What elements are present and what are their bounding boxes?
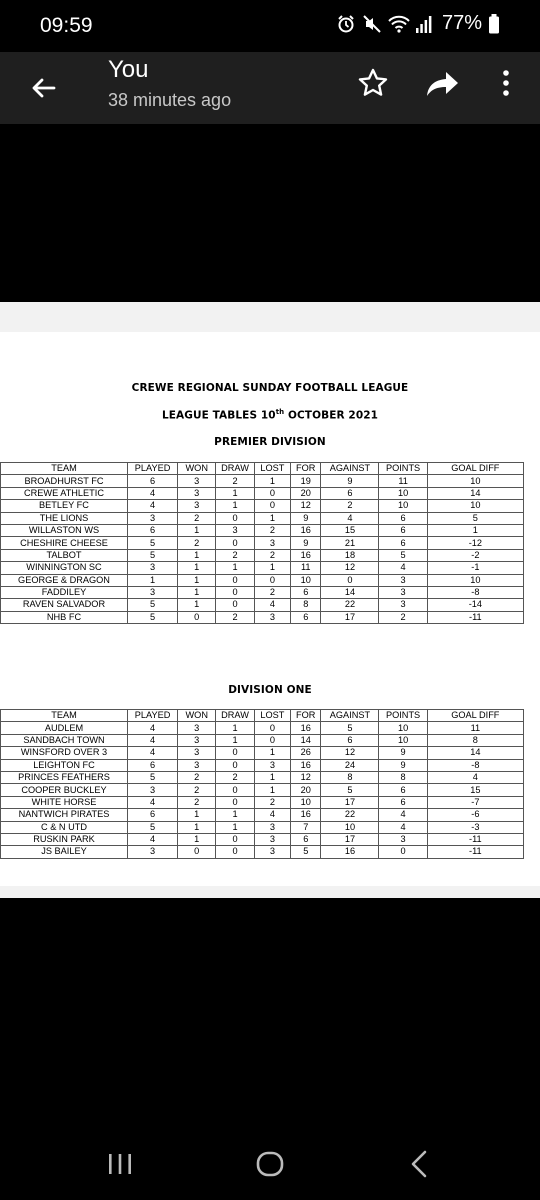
stat-cell: 8 [379, 771, 427, 783]
team-name-cell: WINNINGTON SC [1, 562, 128, 574]
mute-icon [362, 14, 382, 34]
table-row [1, 537, 524, 549]
stat-cell: 1 [178, 562, 216, 574]
stat-cell: 5 [427, 512, 523, 524]
col-header: POINTS [379, 463, 427, 475]
stat-cell: -14 [427, 599, 523, 611]
stat-cell: 17 [321, 611, 379, 623]
stat-cell: -8 [427, 759, 523, 771]
stat-cell: 3 [127, 562, 177, 574]
league-title: CREWE REGIONAL SUNDAY FOOTBALL LEAGUE [131, 382, 409, 394]
stat-cell: 5 [379, 549, 427, 561]
battery-percent: 77% [441, 12, 482, 34]
stat-cell: 16 [291, 549, 321, 561]
stat-cell: 4 [127, 796, 177, 808]
stat-cell: 1 [254, 771, 290, 783]
stat-cell: 3 [127, 586, 177, 598]
recent-apps-button[interactable] [100, 1144, 140, 1184]
stat-cell: -7 [427, 796, 523, 808]
stat-cell: 22 [321, 809, 379, 821]
stat-cell: 5 [321, 722, 379, 734]
team-name-cell: CREWE ATHLETIC [1, 487, 128, 499]
stat-cell: 2 [254, 586, 290, 598]
stat-cell: 2 [254, 796, 290, 808]
team-name-cell: CHESHIRE CHEESE [1, 537, 128, 549]
stat-cell: 20 [291, 784, 321, 796]
table-row [1, 722, 524, 734]
stat-cell: 6 [127, 759, 177, 771]
share-arrow-icon [424, 66, 462, 100]
col-header: FOR [291, 710, 321, 722]
team-name-cell: BROADHURST FC [1, 475, 128, 487]
col-header: GOAL DIFF [427, 710, 523, 722]
stat-cell: 5 [127, 599, 177, 611]
stat-cell: 14 [427, 487, 523, 499]
col-header: AGAINST [321, 463, 379, 475]
table-row [1, 759, 524, 771]
signal-icon [416, 15, 432, 33]
stat-cell: 6 [291, 611, 321, 623]
team-name-cell: TALBOT [1, 549, 128, 561]
stat-cell: 6 [379, 796, 427, 808]
stat-cell: 1 [254, 512, 290, 524]
stat-cell: 1 [178, 599, 216, 611]
stat-cell: 0 [254, 734, 290, 746]
stat-cell: 2 [178, 771, 216, 783]
stat-cell: 4 [254, 809, 290, 821]
stat-cell: 22 [321, 599, 379, 611]
stat-cell: 6 [127, 475, 177, 487]
stat-cell: 16 [291, 759, 321, 771]
stat-cell: 6 [127, 809, 177, 821]
stat-cell: 3 [254, 759, 290, 771]
stat-cell: 0 [178, 846, 216, 858]
col-header: POINTS [379, 710, 427, 722]
stat-cell: 4 [379, 562, 427, 574]
more-options-button[interactable] [496, 66, 516, 100]
stat-cell: 1 [216, 734, 254, 746]
alarm-icon [336, 14, 356, 34]
stat-cell: 1 [216, 487, 254, 499]
stat-cell: 1 [216, 809, 254, 821]
stat-cell: 10 [379, 487, 427, 499]
division-one-heading: DIVISION ONE [228, 684, 312, 696]
team-name-cell: COOPER BUCKLEY [1, 784, 128, 796]
star-outline-icon [356, 66, 390, 100]
stat-cell: 4 [427, 771, 523, 783]
star-button[interactable] [356, 66, 390, 100]
team-name-cell: BETLEY FC [1, 500, 128, 512]
stat-cell: 5 [291, 846, 321, 858]
image-bottom-margin [0, 886, 540, 898]
col-header: TEAM [1, 710, 128, 722]
stat-cell: 3 [379, 599, 427, 611]
stat-cell: 16 [291, 722, 321, 734]
stat-cell: 6 [379, 784, 427, 796]
stat-cell: 3 [379, 586, 427, 598]
stat-cell: 3 [178, 487, 216, 499]
stat-cell: 6 [291, 833, 321, 845]
col-header: LOST [254, 710, 290, 722]
col-header: GOAL DIFF [427, 463, 523, 475]
team-name-cell: SANDBACH TOWN [1, 734, 128, 746]
col-header: WON [178, 710, 216, 722]
stat-cell: 20 [291, 487, 321, 499]
stat-cell: 3 [127, 846, 177, 858]
status-time: 09:59 [40, 14, 93, 37]
premier-division-table [0, 462, 524, 624]
stat-cell: 4 [127, 747, 177, 759]
stat-cell: 8 [427, 734, 523, 746]
subtitle-prefix: LEAGUE TABLES 10 [161, 409, 276, 422]
stat-cell: 5 [127, 821, 177, 833]
stat-cell: 2 [254, 549, 290, 561]
team-name-cell: WINSFORD OVER 3 [1, 747, 128, 759]
table-row [1, 562, 524, 574]
table-row [1, 734, 524, 746]
team-name-cell: C & N UTD [1, 821, 128, 833]
stat-cell: 1 [254, 784, 290, 796]
stat-cell: 9 [379, 747, 427, 759]
team-name-cell: PRINCES FEATHERS [1, 771, 128, 783]
stat-cell: 0 [254, 500, 290, 512]
stat-cell: 3 [379, 574, 427, 586]
stat-cell: 3 [178, 734, 216, 746]
stat-cell: 10 [321, 821, 379, 833]
stat-cell: 11 [379, 475, 427, 487]
stat-cell: 4 [127, 500, 177, 512]
stat-cell: 3 [254, 833, 290, 845]
battery-icon [488, 14, 500, 34]
stat-cell: 10 [379, 500, 427, 512]
share-button[interactable] [424, 66, 462, 100]
stat-cell: 4 [379, 821, 427, 833]
stat-cell: 1 [178, 821, 216, 833]
table-row [1, 500, 524, 512]
arrow-left-icon [24, 68, 64, 108]
stat-cell: 0 [216, 759, 254, 771]
stat-cell: 6 [291, 586, 321, 598]
stat-cell: 2 [178, 537, 216, 549]
stat-cell: 4 [254, 599, 290, 611]
stat-cell: -2 [427, 549, 523, 561]
stat-cell: 4 [127, 487, 177, 499]
stat-cell: 19 [291, 475, 321, 487]
stat-cell: 3 [178, 722, 216, 734]
stat-cell: 14 [427, 747, 523, 759]
table-row [1, 487, 524, 499]
stat-cell: 1 [427, 524, 523, 536]
stat-cell: 2 [216, 771, 254, 783]
team-name-cell: FADDILEY [1, 586, 128, 598]
stat-cell: 6 [379, 512, 427, 524]
stat-cell: 8 [321, 771, 379, 783]
team-name-cell: RUSKIN PARK [1, 833, 128, 845]
table-header-row [1, 463, 524, 475]
stat-cell: 8 [291, 599, 321, 611]
stat-cell: 1 [216, 722, 254, 734]
stat-cell: 11 [427, 722, 523, 734]
stat-cell: -8 [427, 586, 523, 598]
stat-cell: 15 [427, 784, 523, 796]
stat-cell: 2 [216, 549, 254, 561]
col-header: LOST [254, 463, 290, 475]
stat-cell: 5 [127, 549, 177, 561]
stat-cell: 1 [178, 809, 216, 821]
table-row [1, 784, 524, 796]
stat-cell: 12 [291, 771, 321, 783]
division-one-table [0, 709, 524, 859]
team-name-cell: AUDLEM [1, 722, 128, 734]
table-row [1, 771, 524, 783]
recent-apps-icon [100, 1144, 140, 1184]
stat-cell: 0 [216, 747, 254, 759]
stat-cell: 15 [321, 524, 379, 536]
table-row [1, 512, 524, 524]
stat-cell: 9 [291, 512, 321, 524]
table-row [1, 833, 524, 845]
col-header: WON [178, 463, 216, 475]
stat-cell: 4 [127, 722, 177, 734]
stat-cell: 0 [254, 487, 290, 499]
stat-cell: 11 [291, 562, 321, 574]
stat-cell: 2 [216, 611, 254, 623]
stat-cell: 2 [379, 611, 427, 623]
team-name-cell: WHITE HORSE [1, 796, 128, 808]
status-icons [336, 12, 500, 35]
stat-cell: -6 [427, 809, 523, 821]
stat-cell: -11 [427, 833, 523, 845]
stat-cell: 0 [216, 784, 254, 796]
stat-cell: 9 [291, 537, 321, 549]
stat-cell: 3 [178, 759, 216, 771]
stat-cell: 10 [427, 475, 523, 487]
home-icon [250, 1144, 290, 1184]
stat-cell: 2 [178, 784, 216, 796]
stat-cell: 12 [321, 747, 379, 759]
team-name-cell: GEORGE & DRAGON [1, 574, 128, 586]
stat-cell: 12 [321, 562, 379, 574]
team-name-cell: WILLASTON WS [1, 524, 128, 536]
stat-cell: 4 [379, 809, 427, 821]
stat-cell: 3 [178, 475, 216, 487]
table-row [1, 599, 524, 611]
stat-cell: 0 [216, 586, 254, 598]
chevron-left-icon [400, 1144, 440, 1184]
status-bar [0, 0, 540, 52]
table-row [1, 475, 524, 487]
stat-cell: 4 [127, 734, 177, 746]
stat-cell: 14 [291, 734, 321, 746]
team-name-cell: LEIGHTON FC [1, 759, 128, 771]
stat-cell: 2 [321, 500, 379, 512]
table-row [1, 574, 524, 586]
stat-cell: 14 [321, 586, 379, 598]
team-name-cell: JS BAILEY [1, 846, 128, 858]
stat-cell: 5 [127, 611, 177, 623]
col-header: AGAINST [321, 710, 379, 722]
wifi-icon [388, 14, 410, 34]
stat-cell: 5 [127, 537, 177, 549]
stat-cell: 2 [178, 796, 216, 808]
stat-cell: 0 [254, 722, 290, 734]
col-header: TEAM [1, 463, 128, 475]
stat-cell: 3 [178, 500, 216, 512]
table-row [1, 549, 524, 561]
stat-cell: 18 [321, 549, 379, 561]
stat-cell: 1 [254, 475, 290, 487]
stat-cell: 26 [291, 747, 321, 759]
stat-cell: 10 [291, 574, 321, 586]
stat-cell: 6 [379, 537, 427, 549]
stat-cell: 9 [379, 759, 427, 771]
stat-cell: -12 [427, 537, 523, 549]
stat-cell: 10 [427, 500, 523, 512]
stat-cell: 7 [291, 821, 321, 833]
stat-cell: 10 [427, 574, 523, 586]
stat-cell: 16 [291, 809, 321, 821]
stat-cell: 0 [216, 574, 254, 586]
stat-cell: 16 [321, 846, 379, 858]
stat-cell: 10 [379, 722, 427, 734]
team-name-cell: NHB FC [1, 611, 128, 623]
more-vertical-icon [496, 66, 516, 100]
stat-cell: 3 [254, 537, 290, 549]
attached-image[interactable] [0, 302, 540, 898]
stat-cell: 3 [216, 524, 254, 536]
stat-cell: -11 [427, 846, 523, 858]
stat-cell: 1 [178, 586, 216, 598]
stat-cell: 6 [379, 524, 427, 536]
stat-cell: 0 [216, 537, 254, 549]
stat-cell: 6 [321, 734, 379, 746]
stat-cell: 2 [178, 512, 216, 524]
stat-cell: -11 [427, 611, 523, 623]
subtitle-suffix: OCTOBER 2021 [284, 409, 379, 422]
table-row [1, 611, 524, 623]
col-header: DRAW [216, 710, 254, 722]
col-header: DRAW [216, 463, 254, 475]
table-row [1, 586, 524, 598]
sender-name: You [108, 56, 149, 83]
stat-cell: 1 [254, 747, 290, 759]
stat-cell: 4 [321, 512, 379, 524]
stat-cell: 0 [254, 574, 290, 586]
col-header: PLAYED [127, 463, 177, 475]
stat-cell: 3 [254, 611, 290, 623]
stat-cell: 1 [254, 562, 290, 574]
stat-cell: 4 [127, 833, 177, 845]
stat-cell: 16 [291, 524, 321, 536]
message-timestamp: 38 minutes ago [108, 90, 232, 110]
table-row [1, 796, 524, 808]
stat-cell: -1 [427, 562, 523, 574]
stat-cell: 3 [127, 784, 177, 796]
stat-cell: 1 [178, 524, 216, 536]
stat-cell: 1 [216, 562, 254, 574]
stat-cell: 1 [178, 833, 216, 845]
team-name-cell: THE LIONS [1, 512, 128, 524]
nav-back-button[interactable] [400, 1144, 440, 1184]
stat-cell: 1 [178, 574, 216, 586]
table-row [1, 809, 524, 821]
stat-cell: 12 [291, 500, 321, 512]
stat-cell: 0 [379, 846, 427, 858]
stat-cell: 0 [216, 796, 254, 808]
stat-cell: 1 [216, 500, 254, 512]
stat-cell: 1 [178, 549, 216, 561]
table-row [1, 821, 524, 833]
stat-cell: 3 [127, 512, 177, 524]
image-top-margin [0, 302, 540, 332]
stat-cell: 0 [321, 574, 379, 586]
stat-cell: 0 [216, 599, 254, 611]
stat-cell: 3 [254, 821, 290, 833]
stat-cell: 0 [216, 846, 254, 858]
subtitle-sup: th [275, 408, 285, 416]
stat-cell: 3 [379, 833, 427, 845]
table-row [1, 846, 524, 858]
stat-cell: 17 [321, 796, 379, 808]
stat-cell: 5 [321, 784, 379, 796]
stat-cell: 6 [321, 487, 379, 499]
col-header: PLAYED [127, 710, 177, 722]
stat-cell: 6 [127, 524, 177, 536]
stat-cell: 5 [127, 771, 177, 783]
back-button[interactable] [24, 68, 64, 108]
stat-cell: 17 [321, 833, 379, 845]
stat-cell: -3 [427, 821, 523, 833]
stat-cell: 21 [321, 537, 379, 549]
stat-cell: 0 [216, 512, 254, 524]
stat-cell: 9 [321, 475, 379, 487]
table-header-row [1, 710, 524, 722]
premier-division-heading: PREMIER DIVISION [214, 436, 326, 448]
stat-cell: 1 [216, 821, 254, 833]
stat-cell: 2 [254, 524, 290, 536]
stat-cell: 10 [291, 796, 321, 808]
stat-cell: 0 [178, 611, 216, 623]
league-subtitle [0, 408, 540, 422]
col-header: FOR [291, 463, 321, 475]
team-name-cell: RAVEN SALVADOR [1, 599, 128, 611]
stat-cell: 0 [216, 833, 254, 845]
stat-cell: 2 [216, 475, 254, 487]
team-name-cell: NANTWICH PIRATES [1, 809, 128, 821]
stat-cell: 10 [379, 734, 427, 746]
stat-cell: 3 [254, 846, 290, 858]
stat-cell: 3 [178, 747, 216, 759]
stat-cell: 24 [321, 759, 379, 771]
table-row [1, 747, 524, 759]
table-row [1, 524, 524, 536]
stat-cell: 1 [127, 574, 177, 586]
home-button[interactable] [250, 1144, 290, 1184]
